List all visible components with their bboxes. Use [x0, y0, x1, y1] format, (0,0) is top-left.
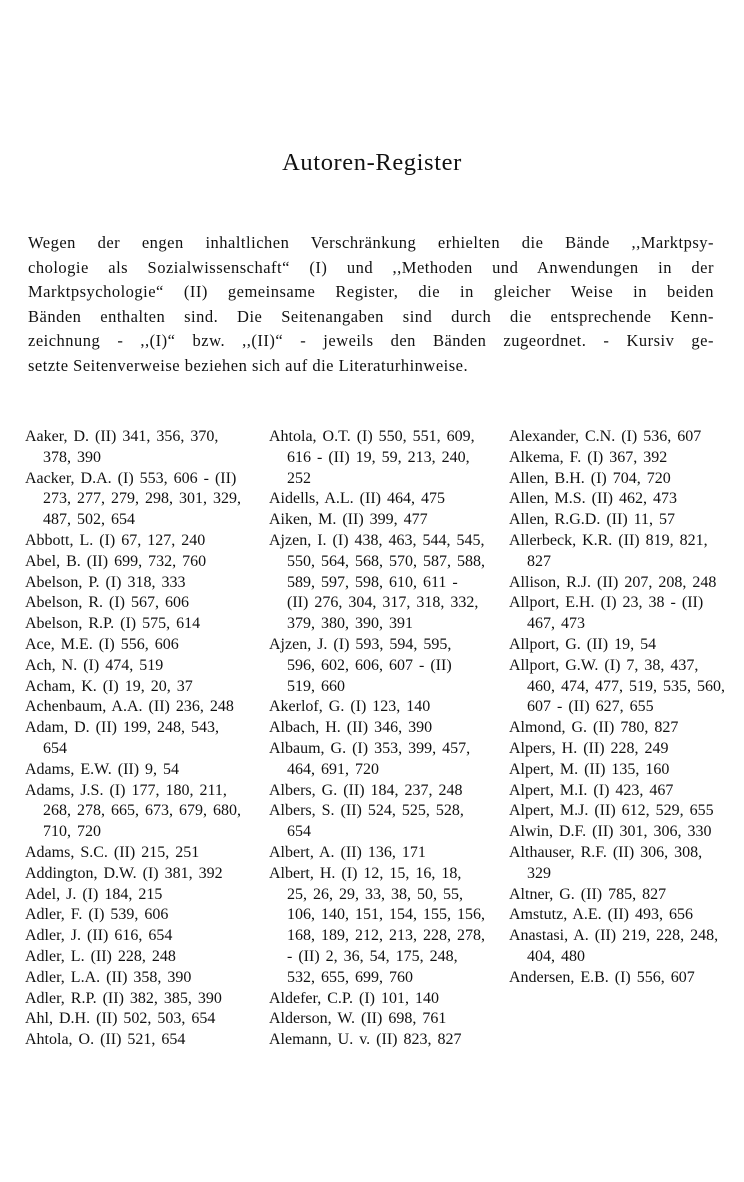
index-entry: Allen, R.G.D. (II) 11, 57 [509, 511, 676, 529]
index-entry: Ach, N. (I) 474, 519 [25, 656, 164, 674]
index-entry: Ahtola, O. (II) 521, 654 [25, 1031, 186, 1049]
page-title: Autoren-Register [282, 149, 462, 176]
index-entry: Adler, L.A. (II) 358, 390 [25, 968, 192, 986]
intro-paragraph [28, 231, 714, 379]
index-entry: Anastasi, A. (II) 219, 228, 248, 404, 480 [509, 927, 719, 965]
index-entry: Alderson, W. (II) 698, 761 [269, 1010, 447, 1028]
index-entry: Alwin, D.F. (II) 301, 306, 330 [509, 823, 712, 841]
index-column-3 [509, 427, 725, 989]
index-entry: Adams, E.W. (II) 9, 54 [25, 760, 180, 778]
intro-line: setzte Seitenverweise beziehen sich auf die Literaturhinweise. [28, 355, 469, 375]
intro-line: zeichnung - ,,(I)“ bzw. ,,(II)“ - jeweils den Bänden zugeordnet. - Kursiv ge- [28, 331, 714, 351]
index-entry: Ajzen, J. (I) 593, 594, 595, 596, 602, 606, 607 - (II) 519, 660 [269, 635, 452, 695]
index-entry: Albert, H. (I) 12, 15, 16, 18, 25, 26, 29, 33, 38, 50, 55, 106, 140, 151, 154, 155, 156, 168, 189, 212, 213, 228, 278, - (II) 2, 36, 54, 175, 248, 532, 655, 699, 760 [269, 864, 485, 986]
index-entry: Adams, S.C. (II) 215, 251 [25, 843, 200, 861]
index-column-1 [25, 427, 241, 1051]
index-entry: Abelson, R.P. (I) 575, 614 [25, 615, 201, 633]
index-entry: Achenbaum, A.A. (II) 236, 248 [25, 698, 234, 716]
index-entry: Altner, G. (II) 785, 827 [509, 885, 667, 903]
index-entry: Alpert, M.J. (II) 612, 529, 655 [509, 802, 714, 820]
index-entry: Aidells, A.L. (II) 464, 475 [269, 490, 445, 508]
index-entry: Albach, H. (II) 346, 390 [269, 719, 433, 737]
index-entry: Ahtola, O.T. (I) 550, 551, 609, 616 - (II) 19, 59, 213, 240, 252 [269, 428, 475, 487]
index-entry: Alkema, F. (I) 367, 392 [509, 448, 668, 466]
index-entry: Allen, B.H. (I) 704, 720 [509, 469, 671, 487]
index-entry: Adler, L. (II) 228, 248 [25, 947, 176, 965]
index-entry: Aldefer, C.P. (I) 101, 140 [269, 989, 439, 1007]
index-entry: Abelson, R. (I) 567, 606 [25, 594, 189, 612]
intro-line: chologie als Sozialwissenschaft“ (I) und ,,Methoden und Anwendungen in der [28, 257, 714, 277]
index-entry: Ace, M.E. (I) 556, 606 [25, 635, 179, 653]
index-column-2 [269, 427, 485, 1051]
index-entry: Adler, F. (I) 539, 606 [25, 906, 169, 924]
index-entry: Althauser, R.F. (II) 306, 308, 329 [509, 843, 703, 882]
index-entry: Adler, J. (II) 616, 654 [25, 927, 173, 945]
index-entry: Acham, K. (I) 19, 20, 37 [25, 677, 193, 695]
index-entry: Aiken, M. (II) 399, 477 [269, 511, 428, 529]
index-entry: Ahl, D.H. (II) 502, 503, 654 [25, 1010, 216, 1028]
index-entry: Albert, A. (II) 136, 171 [269, 843, 426, 861]
index-entry: Allport, E.H. (I) 23, 38 - (II) 467, 473 [509, 594, 704, 633]
index-entry: Allen, M.S. (II) 462, 473 [509, 490, 677, 508]
index-entry: Alpers, H. (II) 228, 249 [509, 739, 669, 757]
index-entry: Abbott, L. (I) 67, 127, 240 [25, 531, 206, 549]
index-entry: Adam, D. (II) 199, 248, 543, 654 [25, 719, 219, 757]
index-entry: Amstutz, A.E. (II) 493, 656 [509, 906, 693, 924]
index-entry: Alexander, C.N. (I) 536, 607 [509, 428, 702, 445]
index-entry: Adler, R.P. (II) 382, 385, 390 [25, 989, 222, 1007]
index-entry: Allison, R.J. (II) 207, 208, 248 [509, 573, 717, 591]
index-entry: Albers, G. (II) 184, 237, 248 [269, 781, 463, 799]
index-entry: Alpert, M. (II) 135, 160 [509, 760, 670, 778]
index-entry: Abelson, P. (I) 318, 333 [25, 573, 186, 591]
index-entry: Adel, J. (I) 184, 215 [25, 885, 163, 903]
intro-line: Bänden enthalten sind. Die Seitenangaben sind durch die entsprechende Kenn- [28, 306, 714, 326]
index-entry: Allport, G. (II) 19, 54 [509, 635, 657, 653]
intro-line: Wegen der engen inhaltlichen Verschränkung erhielten die Bände ,,Marktpsy- [28, 233, 714, 252]
index-entry: Abel, B. (II) 699, 732, 760 [25, 552, 207, 570]
index-entry: Aaker, D. (II) 341, 356, 370, 378, 390 [25, 428, 219, 466]
index-entry: Akerlof, G. (I) 123, 140 [269, 698, 431, 716]
index-entry: Aacker, D.A. (I) 553, 606 - (II) 273, 277, 279, 298, 301, 329, 487, 502, 654 [25, 469, 241, 529]
index-entry: Allport, G.W. (I) 7, 38, 437, 460, 474, 477, 519, 535, 560, 607 - (II) 627, 655 [509, 656, 725, 716]
intro-line: Marktpsychologie“ (II) gemeinsame Register, die in gleicher Weise in beiden [28, 282, 714, 302]
index-entry: Albers, S. (II) 524, 525, 528, 654 [269, 802, 464, 841]
index-entry: Addington, D.W. (I) 381, 392 [25, 864, 223, 882]
index-entry: Alpert, M.I. (I) 423, 467 [509, 781, 674, 799]
index-entry: Adams, J.S. (I) 177, 180, 211, 268, 278, 665, 673, 679, 680, 710, 720 [25, 781, 241, 841]
index-entry: Almond, G. (II) 780, 827 [509, 719, 679, 737]
index-entry: Alemann, U. v. (II) 823, 827 [269, 1031, 462, 1049]
index-entry: Allerbeck, K.R. (II) 819, 821, 827 [509, 531, 708, 570]
index-entry: Ajzen, I. (I) 438, 463, 544, 545, 550, 564, 568, 570, 587, 588, 589, 597, 598, 610, 611 - (II) 276, 304, 317, 318, 332, 379, 380, 390, 391 [269, 531, 485, 633]
index-entry: Albaum, G. (I) 353, 399, 457, 464, 691, 720 [269, 739, 471, 778]
index-entry: Andersen, E.B. (I) 556, 607 [509, 968, 695, 986]
